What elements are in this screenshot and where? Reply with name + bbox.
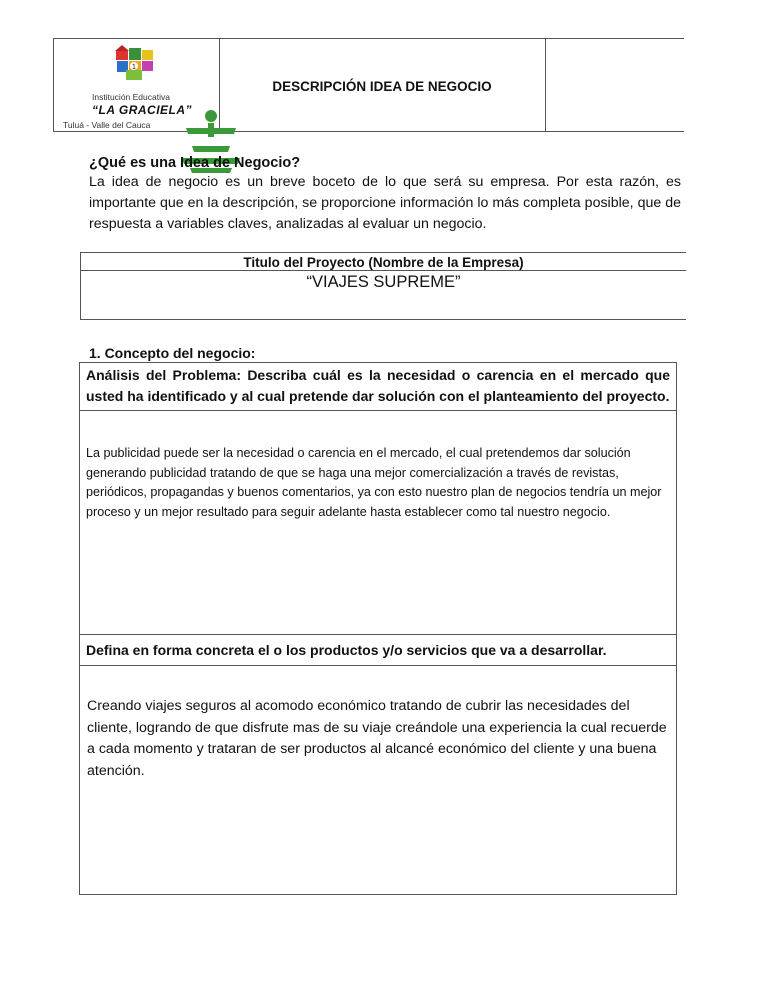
- box-divider: [80, 410, 676, 411]
- section-title: 1. Concepto del negocio:: [89, 345, 256, 361]
- products-box: [79, 635, 677, 895]
- institution-name: “LA GRACIELA”: [92, 103, 193, 117]
- problem-box: [79, 362, 677, 635]
- table-divider: [81, 270, 686, 271]
- box-divider: [80, 665, 676, 666]
- products-answer: Creando viajes seguros al acomodo económico tratando de cubrir las necesidades del cliente, logrando de que disfrute mas de su viaje creándole una experiencia la cual recuerde a cada momento y trataran de ser productos al alcancé económico del cliente y una buena atención.: [87, 698, 667, 779]
- problem-question: Análisis del Problema: Describa cuál es la necesidad o carencia en el mercado que usted ha identificado y al cual pretende dar solución con el planteamiento del proyecto.: [86, 367, 670, 404]
- problem-answer: La publicidad puede ser la necesidad o carencia en el mercado, el cual pretendemos dar solución generando publicidad tratando de que se haga una mejor comercialización a través de revistas, periódicos, propagandas y buenos comentarios, ya con esto nuestro plan de negocios tendría un mejor proceso y un mejor resultado para seguir adelante hasta establecer como tal nuestro negocio.: [86, 446, 662, 519]
- project-title-header: Titulo del Proyecto (Nombre de la Empresa): [243, 255, 524, 270]
- document-title: DESCRIPCIÓN IDEA DE NEGOCIO: [272, 79, 492, 94]
- svg-text:1: 1: [131, 63, 137, 71]
- school-logo-icon: [114, 44, 156, 82]
- project-title-table: [80, 252, 686, 320]
- products-question: Defina en forma concreta el o los productos y/o servicios que va a desarrollar.: [86, 642, 607, 658]
- institution-label: Institución Educativa: [92, 92, 170, 102]
- intro-text: La idea de negocio es un breve boceto de lo que será su empresa. Por esta razón, es importante que en la descripción, se proporcione información lo más completa posible, que de respuesta a variables claves, analizadas al evaluar un negocio.: [89, 174, 681, 232]
- header-table: [53, 38, 684, 132]
- project-name: “VIAJES SUPREME”: [306, 273, 461, 291]
- header-divider: [545, 39, 546, 131]
- institution-location: Tuluá - Valle del Cauca: [63, 120, 151, 130]
- intro-question: ¿Qué es una Idea de Negocio?: [89, 155, 301, 171]
